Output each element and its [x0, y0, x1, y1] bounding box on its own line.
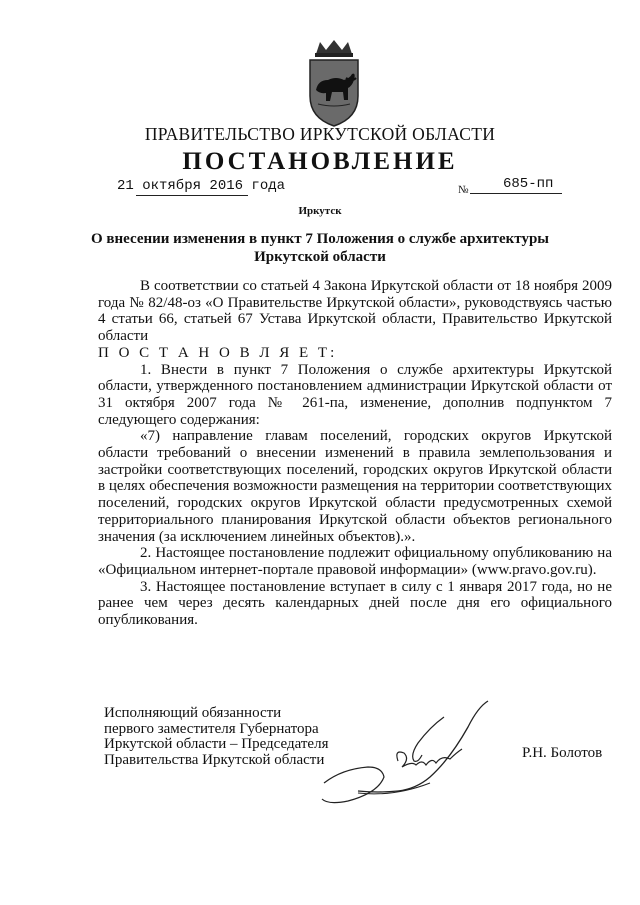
- coat-of-arms-icon: [302, 38, 366, 128]
- signatory-line-1: Исполняющий обязанности: [104, 705, 282, 721]
- heading-line-2: Иркутской области: [254, 249, 386, 265]
- signatory-line-3: Иркутской области – Председателя: [104, 736, 329, 752]
- signatory-name: Р.Н. Болотов: [522, 745, 603, 761]
- signatory-line-2: первого заместителя Губернатора: [104, 720, 319, 737]
- document-number: 685-пп: [503, 176, 554, 192]
- paragraph-preamble: В соответствии со статьей 4 Закона Иркутской области от 18 ноября 2009 года № 82/48-оз «О Правительстве Иркутской области», руководствуясь частью 4 статьи 66, статьей 67 Устава Иркутской области, Правительство Иркутской области: [98, 278, 612, 345]
- document-body: [98, 278, 612, 629]
- document-date: 21 октября 2016 года: [117, 178, 286, 194]
- signatory-title: [104, 706, 328, 768]
- heading-line-1: О внесении изменения в пункт 7 Положения о службе архитектуры: [91, 231, 549, 247]
- decree-word: П О С Т А Н О В Л Я Е Т:: [98, 344, 338, 361]
- paragraph-item-3: 3. Настоящее постановление вступает в силу с 1 января 2017 года, но не ранее чем через десять календарных дней после дня его официального опубликования.: [98, 578, 612, 629]
- city-name: Иркутск: [298, 205, 342, 217]
- document-heading: [88, 230, 552, 266]
- number-sign: №: [458, 184, 469, 196]
- signatory-line-4: Правительства Иркутской области: [104, 751, 325, 768]
- handwritten-signature: [318, 697, 498, 809]
- paragraph-subitem-7: «7) направление главам поселений, городских округов Иркутской области требований о внесении изменений в правила землепользования и застройки соответствующих поселений, городских округов Иркутской области в целях обеспечения возможности размещения на территории соответствующих поселений, городских округов Иркутской области предусмотренных схемой территориального планирования Иркутской области объектов регионального значения (за исключением линейных объектов).».: [98, 428, 612, 545]
- number-underline: [470, 193, 562, 194]
- paragraph-item-2: 2. Настоящее постановление подлежит официальному опубликованию на «Официальном интернет-портале правовой информации» (www.pravo.gov.ru).: [98, 545, 612, 578]
- paragraph-item-1: 1. Внести в пункт 7 Положения о службе архитектуры Иркутской области, утвержденного постановлением администрации Иркутской области от 31 октября 2007 года № 261-па, изменение, дополнив подпунктом 7 следующего содержания:: [98, 361, 612, 428]
- document-type-title: ПОСТАНОВЛЕНИЕ: [182, 148, 458, 175]
- government-name: ПРАВИТЕЛЬСТВО ИРКУТСКОЙ ОБЛАСТИ: [144, 124, 496, 144]
- date-underline: [136, 195, 248, 196]
